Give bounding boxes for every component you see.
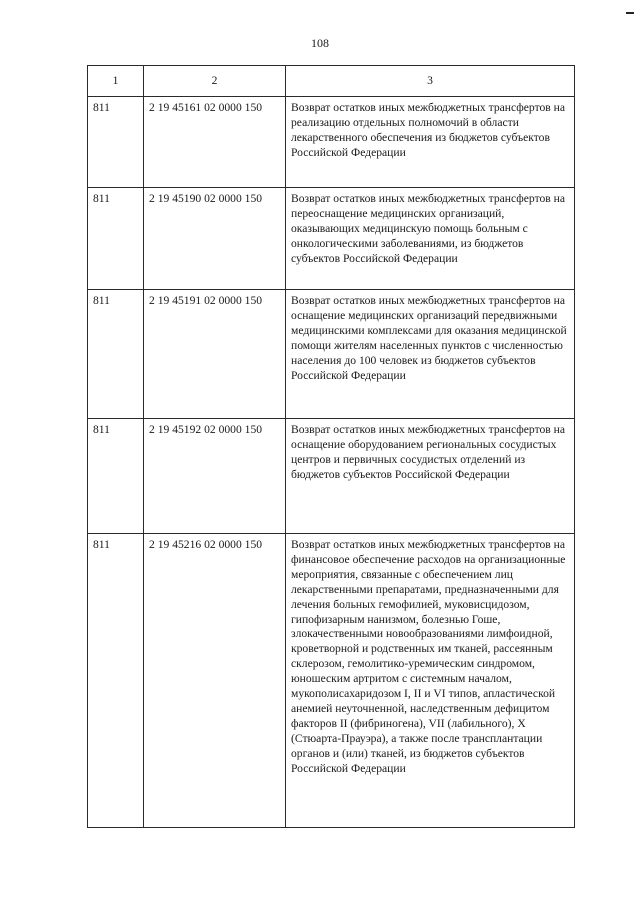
scan-edge-mark: [626, 12, 634, 14]
table-row: [88, 290, 575, 419]
kbk-code-cell: 2 19 45192 02 0000 150: [144, 419, 286, 534]
budget-classification-table: [87, 65, 575, 828]
description-cell: Возврат остатков иных межбюджетных трансфертов на реализацию отдельных полномочий в области лекарственного обеспечения из бюджетов субъектов Российской Федерации: [286, 97, 575, 188]
table-row: [88, 534, 575, 828]
table-row: [88, 188, 575, 290]
table-row: [88, 97, 575, 188]
page-number: 108: [311, 36, 329, 50]
admin-code-cell: 811: [88, 534, 144, 828]
admin-code-cell: 811: [88, 97, 144, 188]
column-header-3: 3: [286, 66, 575, 97]
kbk-code-cell: 2 19 45216 02 0000 150: [144, 534, 286, 828]
table-row: [88, 419, 575, 534]
kbk-code-cell: 2 19 45191 02 0000 150: [144, 290, 286, 419]
column-header-2: 2: [144, 66, 286, 97]
kbk-code-cell: 2 19 45161 02 0000 150: [144, 97, 286, 188]
admin-code-cell: 811: [88, 188, 144, 290]
description-cell: Возврат остатков иных межбюджетных трансфертов на переоснащение медицинских организаций, оказывающих медицинскую помощь больным с онкологическими заболеваниями, из бюджетов субъектов Российской Федерации: [286, 188, 575, 290]
table-header-row: [88, 66, 575, 97]
description-cell: Возврат остатков иных межбюджетных трансфертов на финансовое обеспечение расходов на организационные мероприятия, связанные с обеспечением лиц лекарственными препаратами, предназначенными для лечения больных гемофилией, муковисцидозом, гипофизарным нанизмом, болезнью Гоше, злокачественными новообразованиями лимфоидной, кроветворной и родственных им тканей, рассеянным склерозом, гемолитико-уремическим синдромом, юношеским артритом с системным началом, мукополисахаридозом I, II и VI типов, апластической анемией неуточненной, наследственным дефицитом факторов II (фибриногена), VII (лабильного), X (Стюарта-Прауэра), а также после трансплантации органов и (или) тканей, из бюджетов субъектов Российской Федерации: [286, 534, 575, 828]
description-cell: Возврат остатков иных межбюджетных трансфертов на оснащение оборудованием региональных сосудистых центров и первичных сосудистых отделений из бюджетов субъектов Российской Федерации: [286, 419, 575, 534]
admin-code-cell: 811: [88, 419, 144, 534]
description-cell: Возврат остатков иных межбюджетных трансфертов на оснащение медицинских организаций передвижными медицинскими комплексами для оказания медицинской помощи жителям населенных пунктов с численностью населения до 100 человек из бюджетов субъектов Российской Федерации: [286, 290, 575, 419]
admin-code-cell: 811: [88, 290, 144, 419]
column-header-1: 1: [88, 66, 144, 97]
kbk-code-cell: 2 19 45190 02 0000 150: [144, 188, 286, 290]
